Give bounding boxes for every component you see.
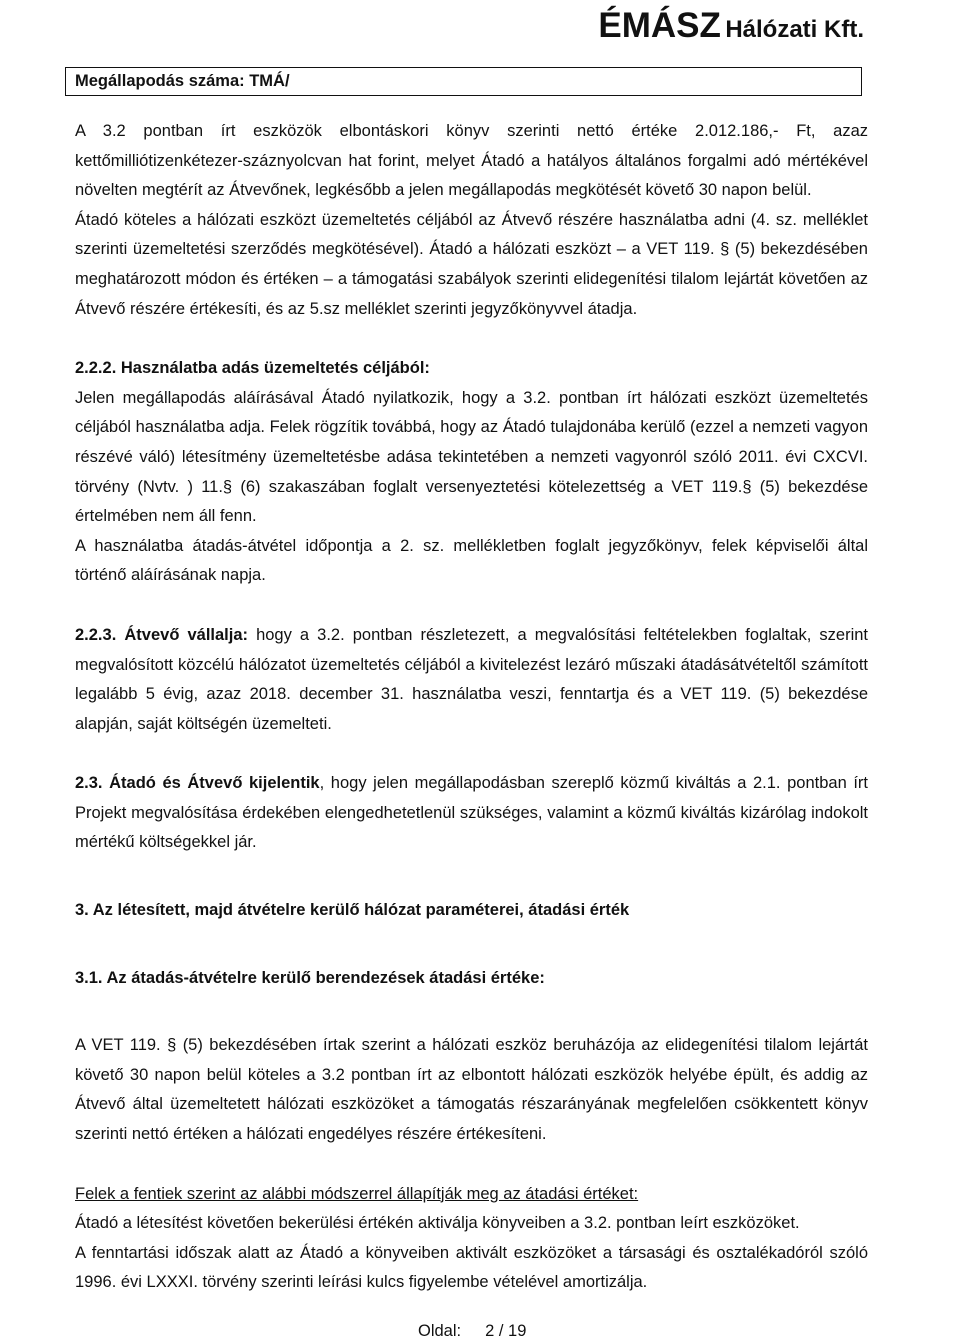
- section-3-1-paragraph-2: Átadó a létesítést követően bekerülési értékén aktiválja könyveiben a 3.2. pontban leírt eszközöket.: [75, 1214, 800, 1233]
- section-2-2-2-paragraph-2: A használatba átadás-átvétel időpontja a 2. sz. mellékletben foglalt jegyzőkönyv, felek képviselői által történő aláírásának napja.: [75, 536, 868, 585]
- page-label: Oldal:: [418, 1322, 462, 1340]
- section-3-1-heading: 3.1. Az átadás-átvételre kerülő berendezések átadási értéke:: [75, 968, 545, 987]
- section-2-2-3-bold: Átvevő vállalja:: [124, 625, 248, 644]
- page-footer: [418, 1322, 526, 1341]
- section-2-2-2-heading: 2.2.2. Használatba adás üzemeltetés céljából:: [75, 359, 430, 378]
- section-3-heading: 3. Az létesített, majd átvételre kerülő hálózat paraméterei, átadási érték: [75, 901, 630, 920]
- section-3-1-method-heading: Felek a fentiek szerint az alábbi módszerrel állapítják meg az átadási értéket:: [75, 1184, 639, 1203]
- brand-main: ÉMÁSZ: [598, 6, 721, 45]
- section-2-3-paragraph: [75, 769, 868, 858]
- company-logo-text: [598, 6, 864, 46]
- agreement-number-box: [65, 67, 862, 96]
- paragraph-handover-obligation: Átadó köteles a hálózati eszközt üzemeltetés céljából az Átvevő részére használatba adni (4. sz. melléklet szerinti üzemeltetési szerződés megkötésével). Átadó a hálózati eszközt – a VET 119. § (5) bekezdésében meghatározott módon és értéken – a támogatási szabályok szerinti elidegenítési tilalom lejártát követően az Átvevő részére értékesíti, és az 5.sz melléklet szerinti jegyzőkönyvvel átadja.: [75, 210, 868, 318]
- section-2-3-text: , hogy jelen megállapodásban szereplő közmű kiváltás a 2.1. pontban írt Projekt megvalósítása érdekében elengedhetetlenül szükséges, valamint a közmű kiváltás kizárólag indokolt mértékű költségekkel jár.: [75, 774, 869, 852]
- paragraph-value-refund: A 3.2 pontban írt eszközök elbontáskori könyv szerinti nettó értéke 2.012.186,- Ft, azaz kettőmilliótizenkétezer-száznyolcvan hat forint, melyet Átadó a hatályos általános forgalmi adó mértékével növelten megtérít az Átvevőnek, legkésőbb a jelen megállapodás megkötését követő 30 napon belül.: [75, 122, 868, 200]
- section-2-2-3-text: hogy a 3.2. pontban részletezett, a megvalósítási feltételekben foglaltak, szerint megvalósított közcélú hálózatot üzemeltetés céljából a kivitelezést lezáró műszaki átadásátvételtől számított legalább 5 évig, azaz 2018. december 31. használatba veszi, fenntartja és a VET 119. (5) bekezdése alapján, saját költségén üzemelteti.: [75, 625, 869, 733]
- section-3-1-paragraph-1: A VET 119. § (5) bekezdésében írtak szerint a hálózati eszköz beruházója az elidegenítési tilalom lejártát követő 30 napon belül köteles a 3.2 pontban írt az elbontott hálózati eszközök helyébe épült, és addig az Átvevő által üzemeltetett hálózati eszközöket a támogatás részarányának megfelelően csökkentett könyv szerinti nettó értéken a hálózati engedélyes részére értékesíteni.: [75, 1036, 868, 1144]
- agreement-number-label: Megállapodás száma: TMÁ/: [75, 72, 290, 90]
- document-body: [75, 117, 868, 1298]
- section-2-3-bold: 2.3. Átadó és Átvevő kijelentik: [75, 774, 320, 793]
- page-number: 2 / 19: [485, 1322, 527, 1340]
- section-3-1-paragraph-3: A fenntartási időszak alatt az Átadó a könyveiben aktivált eszközöket a társasági és osztalékadóról szóló 1996. évi LXXXI. törvény szerinti leírási kulcs figyelembe vételével amortizálja.: [75, 1243, 868, 1292]
- section-2-2-3-paragraph: [75, 621, 868, 739]
- brand-sub: Hálózati Kft.: [725, 16, 864, 43]
- section-2-2-3-number: 2.2.3.: [75, 625, 117, 644]
- section-2-2-2-paragraph-1: Jelen megállapodás aláírásával Átadó nyilatkozik, hogy a 3.2. pontban írt hálózati eszközt üzemeltetés céljából használatba adja. Felek rögzítik továbbá, hogy az Átadó tulajdonába kerülő (ezzel a nemzeti vagyon részévé váló) létesítmény üzemeltetésbe adása tekintetében a nemzeti vagyonról szóló 2011. évi CXCVI. törvény (Nvtv. ) 11.§ (6) szakaszában foglalt versenyeztetési kötelezettség a VET 119.§ (5) bekezdése értelmében nem áll fenn.: [75, 388, 868, 526]
